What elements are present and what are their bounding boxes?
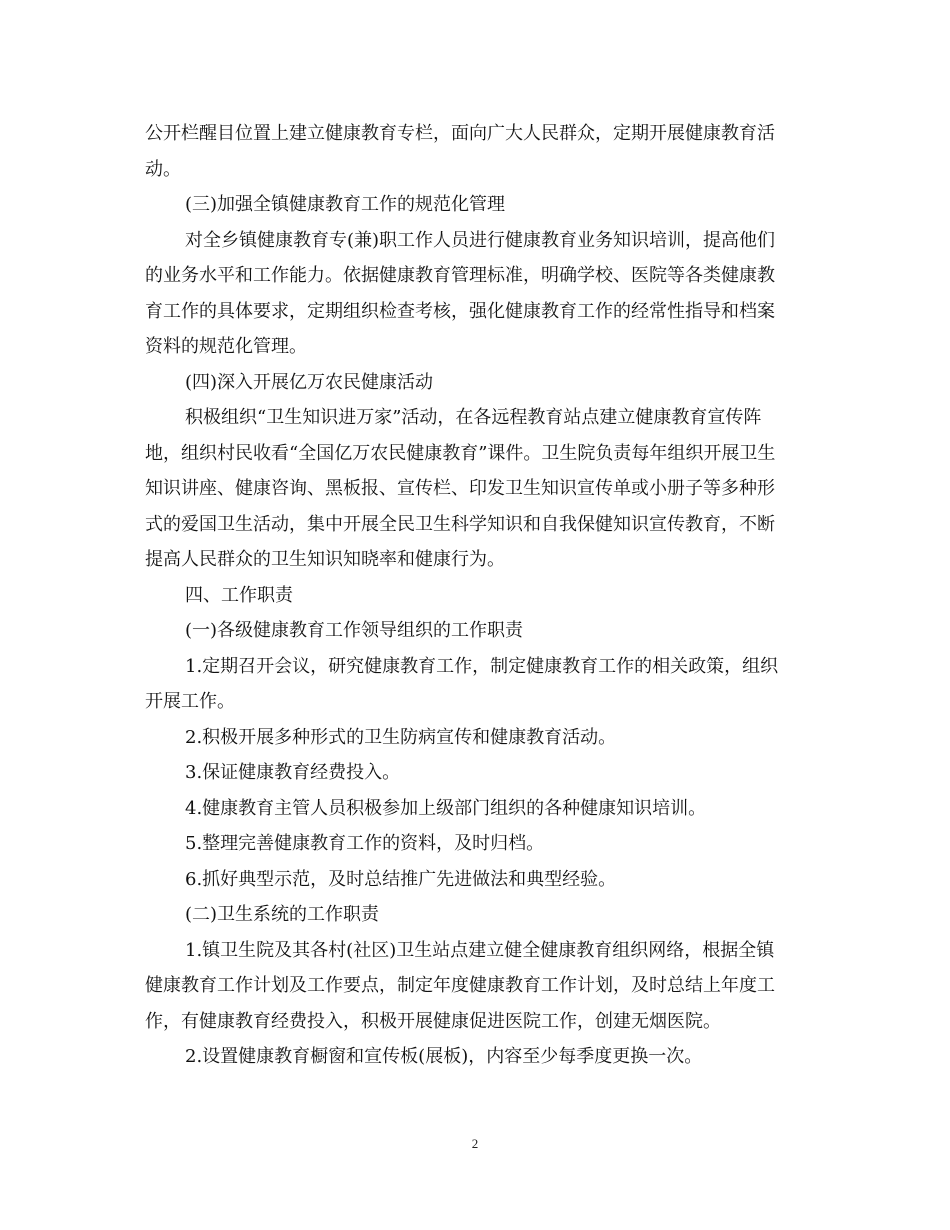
text-line: 5.整理完善健康教育工作的资料，及时归档。 [185,833,545,854]
text-line: 知识讲座、健康咨询、黑板报、宣传栏、印发卫生知识宣传单或小册子等多种形 [145,478,775,499]
text-line: 6.抓好典型示范，及时总结推广先进做法和典型经验。 [185,868,617,890]
text-line: 对全乡镇健康教育专(兼)职工作人员进行健康教育业务知识培训，提高他们 [185,229,776,251]
text-line: 提高人民群众的卫生知识知晓率和健康行为。 [145,549,505,570]
text-line: 式的爱国卫生活动，集中开展全民卫生科学知识和自我保健知识宣传教育，不断 [145,513,775,535]
text-line: 动。 [145,158,181,180]
text-line: 1.镇卫生院及其各村(社区)卫生站点建立健全健康教育组织网络，根据全镇 [185,939,775,961]
text-line: 1.定期召开会议，研究健康教育工作，制定健康教育工作的相关政策，组织 [185,655,779,677]
document-body [145,116,810,1075]
text-line: 地，组织村民收看“全国亿万农民健康教育”课件。卫生院负责每年组织开展卫生 [145,442,776,464]
text-line: 资料的规范化管理。 [145,336,307,357]
text-line: 4.健康教育主管人员积极参加上级部门组织的各种健康知识培训。 [185,797,707,819]
text-line: 3.保证健康教育经费投入。 [185,762,401,783]
text-line: 育工作的具体要求，定期组织检查考核，强化健康教育工作的经常性指导和档案 [145,300,775,322]
text-line: 开展工作。 [145,691,235,712]
text-line: 的业务水平和工作能力。依据健康教育管理标准，明确学校、医院等各类健康教 [145,265,775,286]
text-line: 2.设置健康教育橱窗和宣传板(展板)，内容至少每季度更换一次。 [185,1046,703,1067]
text-line: 公开栏醒目位置上建立健康教育专栏，面向广大人民群众，定期开展健康教育活 [145,123,775,144]
page-number: 2 [471,1136,479,1151]
text-line: 积极组织“卫生知识进万家”活动，在各远程教育站点建立健康教育宣传阵 [185,407,762,428]
text-line: (三)加强全镇健康教育工作的规范化管理 [185,194,506,215]
text-line: 健康教育工作计划及工作要点，制定年度健康教育工作计划，及时总结上年度工 [145,975,775,996]
text-line: (一)各级健康教育工作领导组织的工作职责 [185,620,524,641]
text-line: 四、工作职责 [185,584,293,606]
text-line: 作，有健康教育经费投入，积极开展健康促进医院工作，创建无烟医院。 [145,1010,721,1032]
text-line: (四)深入开展亿万农民健康活动 [185,371,434,393]
text-line: (二)卫生系统的工作职责 [185,904,380,925]
text-line: 2.积极开展多种形式的卫生防病宣传和健康教育活动。 [185,726,617,748]
